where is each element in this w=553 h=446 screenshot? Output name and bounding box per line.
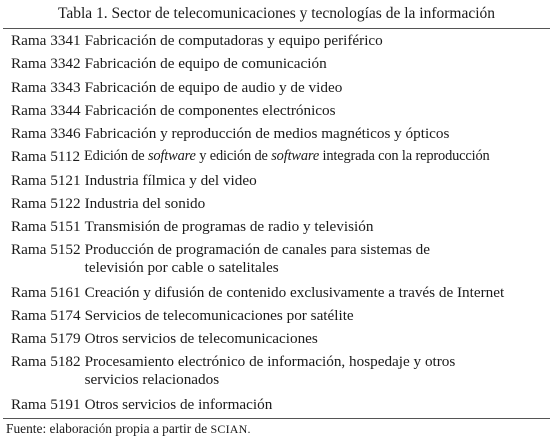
table-row <box>3 169 550 192</box>
table-row <box>3 281 550 304</box>
table-row <box>3 239 550 281</box>
table-row <box>3 327 550 350</box>
row-code: Rama 5152 <box>11 240 81 258</box>
row-code: Rama 3346 <box>11 125 81 143</box>
row-code: Rama 3341 <box>11 32 81 49</box>
row-code: Rama 5161 <box>11 283 81 301</box>
row-description: Servicios de telecomunicaciones por satélite <box>84 306 354 324</box>
desc-part: integrada con la reproducción <box>319 148 490 165</box>
row-code: Rama 5121 <box>11 171 81 189</box>
row-code: Rama 5179 <box>11 330 81 348</box>
table-row <box>3 76 550 99</box>
row-description: Creación y difusión de contenido exclusivamente a través de Internet <box>84 283 505 301</box>
row-description: Industria fílmica y del video <box>84 171 257 189</box>
table-row <box>3 29 550 52</box>
row-code: Rama 3344 <box>11 101 81 119</box>
row-description: Fabricación de equipo de comunicación <box>84 55 327 73</box>
row-description: Producción de programación de canales para sistemas de televisión por cable o satelitales <box>84 240 430 277</box>
source-abbreviation: SCIAN. <box>210 421 251 436</box>
row-code: Rama 5174 <box>11 306 81 324</box>
row-code: Rama 5112 <box>11 148 81 166</box>
desc-italic-term: software <box>271 148 320 165</box>
row-code: Rama 3342 <box>11 55 81 73</box>
desc-part: Edición de <box>84 148 148 165</box>
row-code: Rama 5122 <box>11 195 81 213</box>
table-row <box>3 99 550 122</box>
table-caption: Tabla 1. Sector de telecomunicaciones y tecnologías de la información <box>3 0 550 29</box>
table-row <box>3 351 550 393</box>
row-description: Fabricación y reproducción de medios magnéticos y ópticos <box>84 125 450 143</box>
table-row <box>3 393 550 416</box>
table-row <box>3 192 550 215</box>
table-row <box>3 145 550 168</box>
row-description: Otros servicios de información <box>84 395 273 413</box>
table-row <box>3 52 550 75</box>
desc-part: y edición de <box>195 148 272 165</box>
row-code: Rama 3343 <box>11 78 81 96</box>
row-description: Fabricación de componentes electrónicos <box>84 101 336 119</box>
desc-italic-term: software <box>147 148 196 165</box>
table-source-note <box>3 418 550 439</box>
row-description: Otros servicios de telecomunicaciones <box>84 330 318 348</box>
row-description: Fabricación de equipo de audio y de video <box>84 78 343 96</box>
table-row <box>3 215 550 238</box>
row-code: Rama 5191 <box>11 395 81 413</box>
row-description: Industria del sonido <box>84 195 206 213</box>
source-text: Fuente: elaboración propia a partir de <box>6 420 211 436</box>
table-row <box>3 122 550 145</box>
row-description: Transmisión de programas de radio y televisión <box>84 218 374 236</box>
row-code: Rama 5151 <box>11 218 81 236</box>
row-description: Fabricación de computadoras y equipo periférico <box>84 32 383 49</box>
table-row <box>3 304 550 327</box>
row-description <box>84 145 550 168</box>
table-rows <box>3 29 550 416</box>
row-code: Rama 5182 <box>11 352 81 370</box>
row-description: Procesamiento electrónico de información, hospedaje y otros servicios relacionados <box>84 352 456 389</box>
